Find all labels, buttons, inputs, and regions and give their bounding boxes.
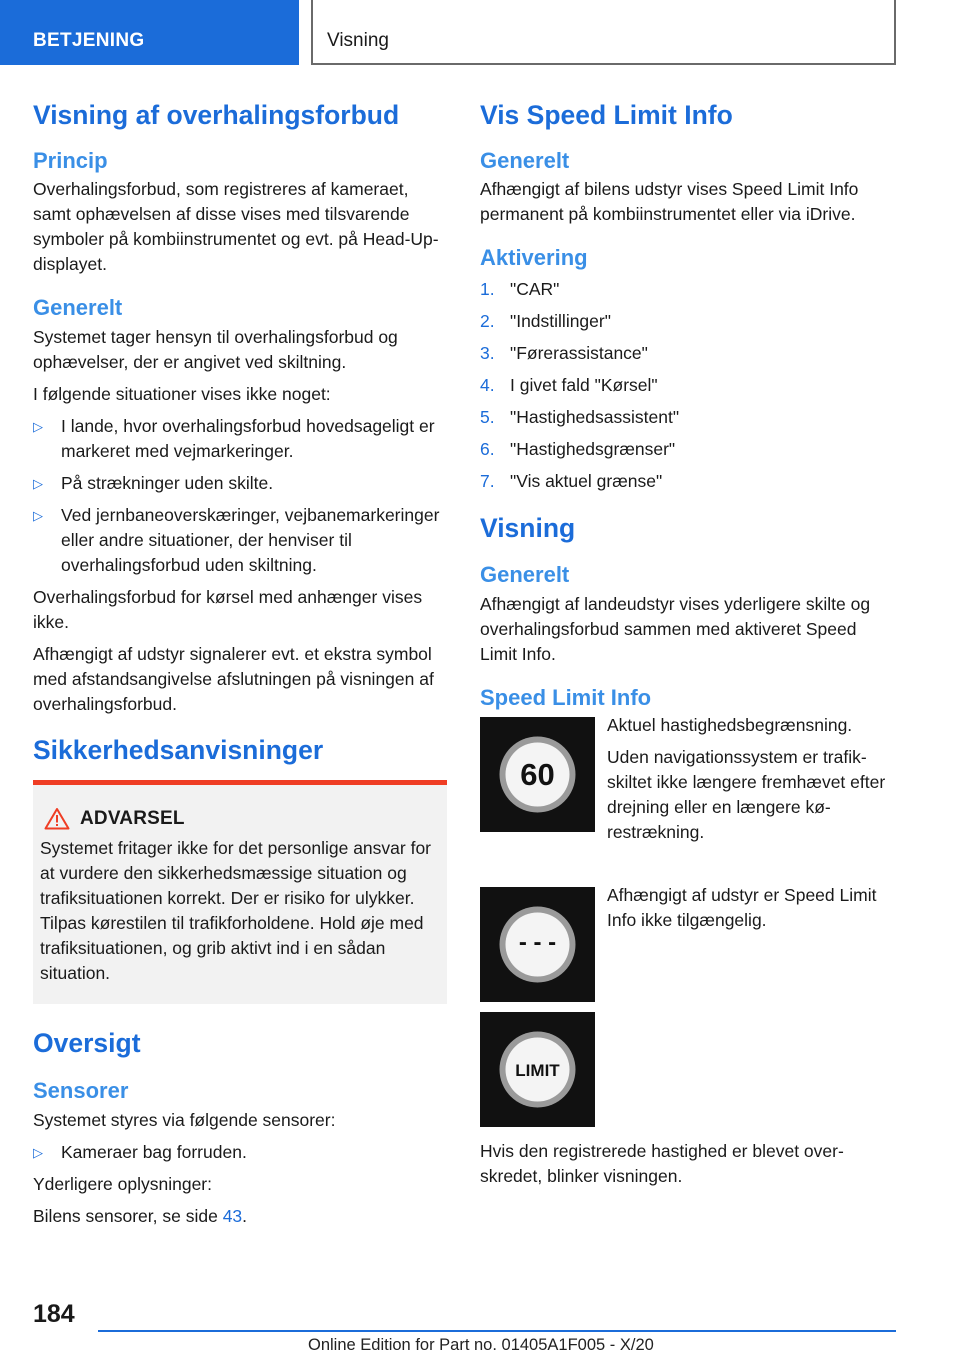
sensors-reference: Bilens sensorer, se side 43.: [33, 1205, 248, 1226]
speed-limit-ended-icon: [480, 1012, 595, 1127]
step-item: 5. "Hastighedsassistent": [480, 406, 680, 427]
section-title: BETJENING: [33, 30, 145, 51]
list-item: ▷ Kameraer bag forruden.: [33, 1140, 447, 1165]
step-item: 3. "Førerassistance": [480, 342, 648, 363]
footer-divider: [98, 1330, 896, 1332]
heading-sensors: Sensorer: [33, 1078, 129, 1104]
right-column: [480, 100, 896, 1189]
heading-general-2: Generelt: [480, 562, 570, 588]
activation-steps: [480, 273, 896, 497]
heading-general: Generelt: [33, 295, 123, 321]
icon2-text: Afhængigt af udstyr er Speed Limit Info ikke tilgængelig.: [607, 885, 877, 931]
section-tab: [0, 0, 299, 65]
limit-label: LIMIT: [515, 1061, 560, 1081]
heading-display: Visning: [480, 512, 576, 543]
speed-limit-unavailable-row: [480, 887, 896, 1002]
warning-triangle-icon: [44, 807, 70, 830]
topic-tab: [311, 0, 896, 65]
list-item: ▷ På strækninger uden skilte.: [33, 471, 447, 496]
warning-text: Systemet fritager ikke for det personlige ansvar for at vurdere den sikkerhedsmæssige situation og trafiksituationen korrekt. Der er risiko for ulykker. Tilpas kørestilen til trafikforholdene. Hold øje med trafiksituationen, og grib aktivt ind i en sådan situation.: [40, 838, 432, 984]
trailer-text: Overhalingsforbud for kørsel med anhænger vises ikke.: [33, 586, 423, 632]
list-item: ▷ Ved jernbaneoverskæringer, vejbanemarkeringer eller andre situationer, der henviser til overhalingsforbud uden skiltning.: [33, 503, 447, 578]
general-2-text: Afhængigt af landeudstyr vises yderligere skilte og overhalingsforbud sammen med aktiveret Speed Limit Info.: [480, 593, 871, 664]
step-item: 7. "Vis aktuel grænse": [480, 470, 663, 491]
list-item: ▷ I lande, hvor overhalingsforbud hovedsageligt er markeret med vejmarkeringer.: [33, 414, 447, 464]
edition-text: Online Edition for Part no. 01405A1F005 - X/20: [308, 1336, 654, 1354]
topic-title: Visning: [327, 30, 389, 51]
heading-principle: Princip: [33, 147, 108, 173]
heading-speed-limit-info-sub: Speed Limit Info: [480, 684, 652, 710]
heading-safety: Sikkerhedsanvisninger: [33, 734, 324, 765]
speed-limit-unavailable-icon: [480, 887, 595, 1002]
icon1-text-1: Aktuel hastighedsbegrænsning.: [607, 715, 853, 736]
heading-overview: Oversigt: [33, 1028, 141, 1059]
icon1-text-2: Uden navigationssystem er trafikskiltet ikke længere fremhævet efter drejning eller en længere kørestrækning.: [607, 747, 886, 843]
sensors-list: [33, 1140, 447, 1165]
speed-limit-60-row: [480, 717, 896, 845]
more-info: Yderligere oplysninger:: [33, 1173, 212, 1194]
heading-activation: Aktivering: [480, 245, 588, 271]
unavailable-value: - - -: [518, 929, 557, 957]
situations-list: [33, 414, 447, 578]
sensors-text: Systemet styres via følgende sensorer:: [33, 1109, 336, 1130]
warning-box: [33, 780, 447, 1004]
equipment-text: Afhængigt af udstyr signalerer evt. et ekstra symbol med afstandsangivelse afslutningen på visningen af overhalingsforbud.: [33, 643, 434, 714]
general-text: Systemet tager hensyn til overhalingsforbud og ophævelser, der er angivet ved skiltning.: [33, 326, 398, 372]
exceeded-text: Hvis den registrerede hastighed er blevet overskredet, blinker visningen.: [480, 1141, 844, 1187]
step-item: 2. "Indstillinger": [480, 310, 611, 331]
warning-title: ADVARSEL: [80, 807, 185, 829]
step-item: 4. I givet fald "Kørsel": [480, 374, 658, 395]
speed-limit-ended-row: [480, 1012, 896, 1127]
principle-text: Overhalingsforbud, som registreres af kameraet, samt ophævelsen af disse vises med tilsvarende symboler på kombiinstrumentet og evt. på Head-Up-displayet.: [33, 179, 439, 275]
left-column: [33, 100, 447, 1229]
heading-speed-limit-info: Vis Speed Limit Info: [480, 100, 733, 130]
step-item: 6. "Hastighedsgrænser": [480, 438, 676, 459]
situations-intro: I følgende situationer vises ikke noget:: [33, 383, 331, 404]
step-item: 1. "CAR": [480, 278, 560, 299]
page-number: 184: [33, 1300, 75, 1328]
heading-general-1: Generelt: [480, 147, 570, 173]
general-1-text: Afhængigt af bilens udstyr vises Speed Limit Info permanent på kombiinstrumentet eller via iDrive.: [480, 179, 859, 225]
page-link[interactable]: 43: [222, 1205, 243, 1226]
speed-limit-60-icon: [480, 717, 595, 832]
heading-overtaking: Visning af overhalingsforbud: [33, 100, 400, 130]
speed-limit-value: 60: [520, 757, 555, 793]
